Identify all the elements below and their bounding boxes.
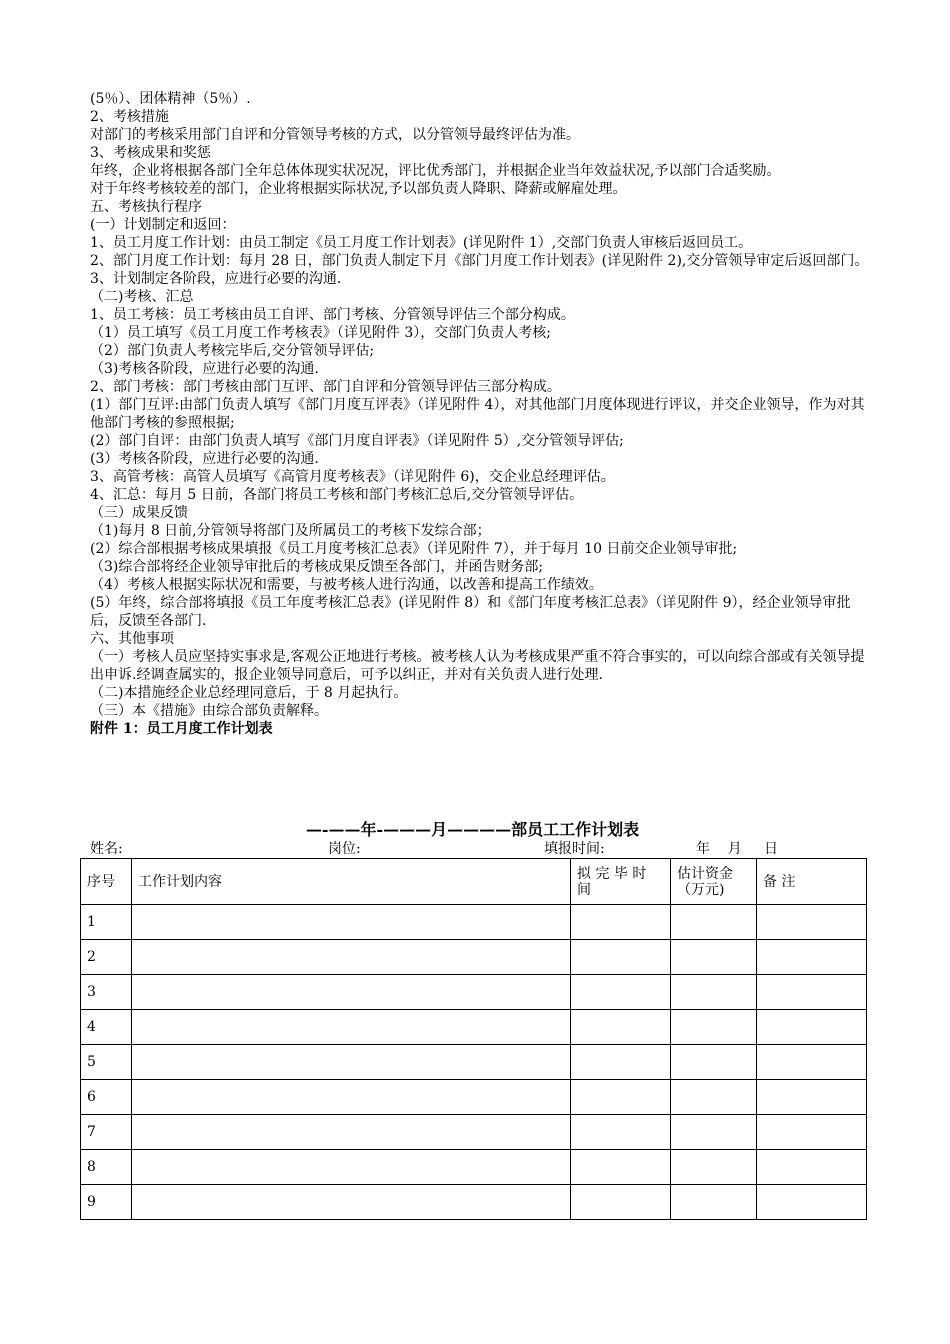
table-row	[81, 1115, 867, 1150]
name-label: 姓名:	[90, 841, 123, 857]
paragraph: 1、员工考核：员工考核由员工自评、部门考核、分管领导评估三个部分构成。	[90, 307, 575, 323]
post-label: 岗位:	[328, 841, 361, 857]
table-row	[81, 1010, 867, 1045]
row-index: 4	[81, 1010, 132, 1045]
paragraph: （三）成果反馈	[90, 505, 188, 521]
table-row	[81, 975, 867, 1010]
paragraph: (1）部门互评:由部门负责人填写《部门月度互评表》（详见附件 4），对其他部门月度体现进行评议，并交企业领导，作为对其他部门考核的参照根据;	[90, 397, 865, 431]
paragraph: （二)本措施经企业总经理同意后，于 8 月起执行。	[90, 685, 408, 701]
paragraph: (一）计划制定和返回：	[90, 217, 236, 233]
paragraph: 2、部门考核：部门考核由部门互评、部门自评和分管领导评估三部分构成。	[90, 379, 561, 395]
paragraph: 3、高管考核：高管人员填写《高管月度考核表》（详见附件 6)，交企业总经理评估。	[90, 469, 615, 485]
empty-cell	[757, 940, 867, 975]
paragraph: 对于年终考核较差的部门，企业将根据实际状况,予以部负责人降职、降薪或解雇处理。	[90, 181, 627, 197]
table-row	[81, 905, 867, 940]
col-header-content: 工作计划内容	[132, 859, 571, 905]
paragraph: （4）考核人根据实际状况和需要，与被考核人进行沟通，以改善和提高工作绩效。	[90, 577, 603, 593]
row-index: 2	[81, 940, 132, 975]
paragraph: 2、部门月度工作计划：每月 28 日，部门负责人制定下月《部门月度工作计划表》(详见附件 2),交分管领导审定后返回部门。	[90, 253, 869, 269]
empty-cell	[671, 975, 757, 1010]
empty-cell	[671, 940, 757, 975]
empty-cell	[757, 1080, 867, 1115]
empty-cell	[671, 1185, 757, 1220]
date-label: 填报时间:	[544, 841, 605, 857]
col-header-funds: 估计资金（万元)	[671, 859, 757, 905]
table-row	[81, 1080, 867, 1115]
empty-cell	[132, 940, 571, 975]
empty-cell	[132, 1150, 571, 1185]
empty-cell	[757, 1010, 867, 1045]
paragraph: 年终，企业将根据各部门全年总体体现实状况况，评比优秀部门，并根据企业当年效益状况,予以部门合适奖励。	[90, 163, 781, 179]
empty-cell	[571, 1045, 671, 1080]
paragraph: （3)综合部将经企业领导审批后的考核成果反馈至各部门，并函告财务部;	[90, 559, 544, 575]
empty-cell	[132, 905, 571, 940]
empty-cell	[132, 1185, 571, 1220]
paragraph: 对部门的考核采用部门自评和分管领导考核的方式，以分管领导最终评估为准。	[90, 127, 580, 143]
paragraph: 4、汇总：每月 5 日前，各部门将员工考核和部门考核汇总后,交分管领导评估。	[90, 487, 584, 503]
row-index: 9	[81, 1185, 132, 1220]
empty-cell	[757, 975, 867, 1010]
empty-cell	[132, 1080, 571, 1115]
empty-cell	[671, 1115, 757, 1150]
row-index: 3	[81, 975, 132, 1010]
paragraph: （1）员工填写《员工月度工作考核表》（详见附件 3），交部门负责人考核;	[90, 325, 551, 341]
paragraph: (2）综合部根据考核成果填报《员工月度考核汇总表》（详见附件 7），并于每月 10 日前交企业领导审批;	[90, 541, 738, 557]
empty-cell	[132, 1115, 571, 1150]
table-row	[81, 1045, 867, 1080]
table-row	[81, 1185, 867, 1220]
form-title: —-——年-———月————部员工工作计划表	[305, 820, 640, 839]
paragraph: 3、计划制定各阶段，应进行必要的沟通.	[90, 271, 342, 287]
empty-cell	[671, 1045, 757, 1080]
paragraph: 2、考核措施	[90, 109, 169, 125]
paragraph: (5）年终，综合部将填报《员工年度考核汇总表》(详见附件 8）和《部门年度考核汇总表》（详见附件 9），经企业领导审批后，反馈至各部门.	[90, 595, 851, 629]
empty-cell	[571, 1150, 671, 1185]
empty-cell	[571, 975, 671, 1010]
empty-cell	[571, 905, 671, 940]
paragraph: (3）考核各阶段，应进行必要的沟通.	[90, 451, 319, 467]
paragraph: 五、考核执行程序	[90, 199, 202, 215]
table-row	[81, 1150, 867, 1185]
empty-cell	[671, 1010, 757, 1045]
empty-cell	[132, 975, 571, 1010]
paragraph: (2）部门自评：由部门负责人填写《部门月度自评表》（详见附件 5）,交分管领导评估;	[90, 433, 624, 449]
empty-cell	[757, 905, 867, 940]
paragraph: （三）本《措施》由综合部负责解释。	[90, 703, 328, 719]
row-index: 6	[81, 1080, 132, 1115]
empty-cell	[671, 1150, 757, 1185]
empty-cell	[757, 1115, 867, 1150]
empty-cell	[571, 940, 671, 975]
table-header-row	[81, 859, 867, 905]
form-meta-row	[90, 840, 870, 858]
row-index: 7	[81, 1115, 132, 1150]
col-header-index: 序号	[81, 859, 132, 905]
empty-cell	[757, 1185, 867, 1220]
col-header-deadline: 拟 完 毕 时 间	[571, 859, 671, 905]
empty-cell	[132, 1010, 571, 1045]
paragraph: （二)考核、汇总	[90, 289, 194, 305]
row-index: 8	[81, 1150, 132, 1185]
paragraph: （2）部门负责人考核完毕后,交分管领导评估;	[90, 343, 375, 359]
paragraph: （3)考核各阶段，应进行必要的沟通.	[90, 361, 319, 377]
date-units: 年 月 日	[696, 841, 779, 857]
paragraph: 六、其他事项	[90, 631, 174, 647]
paragraph: (5％）、团体精神（5％）.	[90, 91, 251, 107]
paragraph: （1)每月 8 日前,分管领导将部门及所属员工的考核下发综合部；	[90, 523, 491, 539]
paragraph: 1、员工月度工作计划：由员工制定《员工月度工作计划表》(详见附件 1）,交部门负责人审核后返回员工。	[90, 235, 753, 251]
col-header-notes: 备 注	[757, 859, 867, 905]
table-row	[81, 940, 867, 975]
paragraph: （一）考核人员应坚持实事求是,客观公正地进行考核。被考核人认为考核成果严重不符合事实的，可以向综合部或有关领导提出申诉.经调查属实的，报企业领导同意后，可予以纠正，并对有关负责人进行处理.	[90, 649, 865, 683]
attachment-heading: 附件 1：员工月度工作计划表	[90, 721, 273, 737]
body-text	[90, 90, 875, 738]
empty-cell	[571, 1080, 671, 1115]
empty-cell	[132, 1045, 571, 1080]
empty-cell	[671, 1080, 757, 1115]
empty-cell	[757, 1150, 867, 1185]
empty-cell	[571, 1115, 671, 1150]
empty-cell	[571, 1185, 671, 1220]
empty-cell	[671, 905, 757, 940]
empty-cell	[571, 1010, 671, 1045]
empty-cell	[757, 1045, 867, 1080]
row-index: 5	[81, 1045, 132, 1080]
work-plan-table	[80, 858, 867, 1220]
row-index: 1	[81, 905, 132, 940]
paragraph: 3、考核成果和奖惩	[90, 145, 211, 161]
table-body	[81, 905, 867, 1220]
